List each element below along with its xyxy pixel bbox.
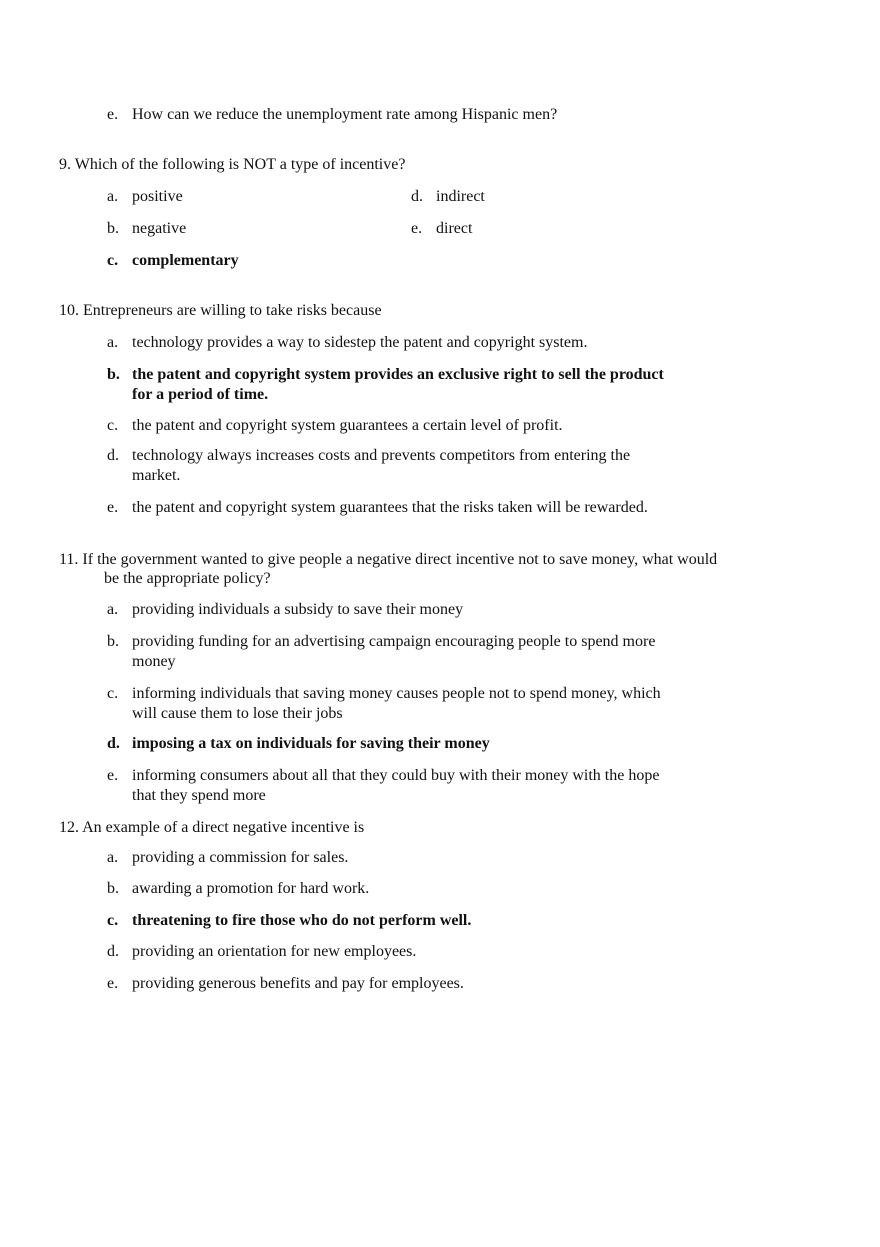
option-text: complementary	[132, 252, 239, 269]
option-text: providing individuals a subsidy to save their money	[132, 601, 464, 618]
option-letter: a.	[107, 334, 119, 351]
option-text: positive	[132, 188, 183, 205]
option-text: threatening to fire those who do not perform well.	[132, 912, 472, 929]
option-letter: e.	[107, 975, 119, 992]
option-letter: d.	[107, 447, 119, 464]
q12-stem: 12. An example of a direct negative incentive is	[59, 819, 365, 836]
option-letter: c.	[107, 417, 119, 434]
option-text-line1: informing consumers about all that they could buy with their money with the hope	[132, 767, 660, 784]
option-letter: c.	[107, 685, 119, 702]
option-letter: a.	[107, 601, 119, 618]
option-text-line1: informing individuals that saving money causes people not to spend money, which	[132, 685, 661, 702]
q10-stem: 10. Entrepreneurs are willing to take risks because	[59, 302, 382, 319]
option-text-line2: for a period of time.	[132, 386, 269, 403]
option-letter: c.	[107, 912, 119, 929]
option-text-line2: will cause them to lose their jobs	[132, 705, 343, 722]
q11-stem-line2: be the appropriate policy?	[104, 570, 271, 587]
option-text-line2: that they spend more	[132, 787, 266, 804]
q9-stem: 9. Which of the following is NOT a type of incentive?	[59, 156, 406, 173]
option-letter: e.	[107, 767, 119, 784]
option-text: negative	[132, 220, 187, 237]
option-letter: b.	[107, 880, 119, 897]
option-letter: d.	[107, 943, 119, 960]
option-text: How can we reduce the unemployment rate among Hispanic men?	[132, 106, 558, 123]
option-text-line1: providing funding for an advertising campaign encouraging people to spend more	[132, 633, 656, 650]
option-letter: b.	[107, 633, 119, 650]
option-text: providing an orientation for new employees.	[132, 943, 417, 960]
option-letter: e.	[107, 499, 119, 516]
option-letter: d.	[107, 735, 120, 752]
option-letter: b.	[107, 366, 120, 383]
q11-stem-line1: 11. If the government wanted to give people a negative direct incentive not to save money, what would	[59, 551, 718, 568]
option-letter: a.	[107, 188, 119, 205]
option-text-line2: money	[132, 653, 176, 670]
option-text-line2: market.	[132, 467, 181, 484]
option-text-line1: the patent and copyright system provides an exclusive right to sell the product	[132, 366, 664, 383]
option-letter: e.	[411, 220, 423, 237]
option-letter: d.	[411, 188, 423, 205]
option-text: imposing a tax on individuals for saving their money	[132, 735, 490, 752]
option-letter: a.	[107, 849, 119, 866]
option-text: providing generous benefits and pay for employees.	[132, 975, 464, 992]
option-text: direct	[436, 220, 473, 237]
option-text: providing a commission for sales.	[132, 849, 349, 866]
option-text: the patent and copyright system guarantees a certain level of profit.	[132, 417, 563, 434]
option-text: technology provides a way to sidestep the patent and copyright system.	[132, 334, 588, 351]
option-letter: b.	[107, 220, 119, 237]
option-letter: c.	[107, 252, 119, 269]
option-text-line1: technology always increases costs and prevents competitors from entering the	[132, 447, 631, 464]
option-text: indirect	[436, 188, 485, 205]
option-text: awarding a promotion for hard work.	[132, 880, 370, 897]
option-letter: e.	[107, 106, 119, 123]
option-text: the patent and copyright system guarantees that the risks taken will be rewarded.	[132, 499, 648, 516]
